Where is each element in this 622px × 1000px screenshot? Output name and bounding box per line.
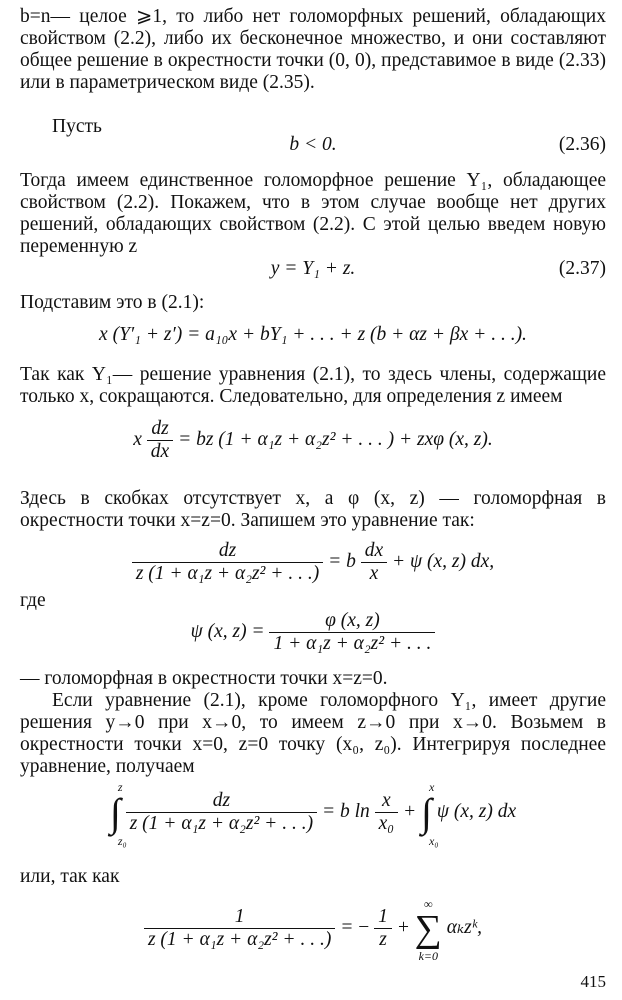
equation-separated — [20, 540, 606, 585]
series-eq: = — [340, 916, 354, 938]
paragraph-brackets: Здесь в скобках отсутствует x, а φ (x, z) — голоморфная в окрестности точки x=z=0. Запишем это уравнение так: — [20, 488, 606, 531]
equation-integral — [20, 779, 606, 848]
ln-denominator: x₀ — [375, 812, 398, 835]
dz-lhs-x: x — [133, 428, 142, 450]
sum-lower: k=0 — [418, 948, 439, 963]
ln-fraction — [375, 790, 398, 835]
equation-2-36-math: b < 0. — [289, 134, 337, 155]
paragraph-intro: b=n— целое ⩾1, то либо нет голоморфных решений, обладающих свойством (2.2), либо их бесконечное множество, и они составляют общее решение в окрестности точки (0, 0), представимое в виде (2.33) или в параметрическом виде (2.35). — [20, 6, 606, 93]
integral-upper: z — [117, 779, 123, 794]
paragraph-or-since: или, так как — [20, 866, 120, 887]
paragraph-if-equation: Если уравнение (2.1), кроме голоморфного Y₁, имеет другие решения y→0 при x→0, то имеем z→0 при x→0. Возьмем в окрестности точки x=0, z=0 точку (x₀, z₀). Интегрируя последнее уравнение, получаем — [20, 690, 606, 777]
series-denominator: z (1 + α₁z + α₂z² + . . .) — [144, 928, 335, 951]
integral-denominator: z (1 + α₁z + α₂z² + . . .) — [126, 812, 317, 835]
separated-dx-fraction — [361, 540, 387, 585]
paragraph-where: где — [20, 590, 46, 611]
separated-tail: + ψ (x, z) dx, — [392, 550, 495, 572]
page-number: 415 — [580, 972, 606, 991]
dz-dx-denominator: dx — [147, 440, 173, 463]
separated-numerator: dz — [218, 540, 237, 561]
separated-fraction — [132, 540, 323, 585]
separated-denominator: z (1 + α₁z + α₂z² + . . .) — [132, 562, 323, 585]
integral-fraction — [126, 790, 317, 835]
equation-2-37-math: y = Y₁ + z. — [270, 258, 356, 279]
integral2-upper: x — [429, 779, 435, 794]
series-plus: + — [396, 916, 410, 938]
dz-dx-fraction — [147, 418, 173, 463]
sum-upper: ∞ — [424, 896, 433, 911]
paragraph-cancel: Так как Y₁— решение уравнения (2.1), то здесь члены, содержащие только x, сокращаются. Следовательно, для определения z имеем — [20, 364, 606, 407]
equation-dz-dx — [20, 418, 606, 463]
equation-substituted: x (Y′₁ + z′) = a₁₀x + bY₁ + . . . + z (b + αz + βx + . . .). — [99, 324, 527, 345]
equation-2-36-number: (2.36) — [558, 134, 606, 155]
series-fraction — [144, 906, 335, 951]
integral-eq: = b ln — [321, 800, 370, 822]
separated-dx-denominator: x — [361, 562, 387, 585]
equation-2-36 — [20, 134, 606, 160]
psi-numerator: φ (x, z) — [325, 610, 380, 631]
separated-dx-numerator: dx — [364, 540, 384, 561]
equation-series: $\frac{1}{\text{z (1 + α₁z + α₂z² + . . .)}}$ = − $\frac{1}{z}$ + ∑ ∞ k=0 αₖzᵏ, — [20, 906, 606, 951]
separated-mid: = b — [328, 550, 356, 572]
series-one: 1 — [378, 906, 388, 927]
dz-dx-rhs: = bz (1 + α₁z + α₂z² + . . . ) + zxφ (x, z). — [178, 428, 493, 450]
equation-2-37-number: (2.37) — [558, 258, 606, 279]
paragraph-holomorphic: — голоморфная в окрестности точки x=z=0. — [20, 668, 388, 689]
integral-plus: + — [402, 800, 417, 822]
integral-numerator: dz — [212, 790, 231, 811]
integral2-lower: x₀ — [429, 833, 439, 848]
sum-sign: ∑ ∞ k=0 — [414, 896, 442, 963]
dz-dx-numerator: dz — [151, 418, 169, 439]
sum-term: αₖzᵏ, — [446, 916, 483, 938]
integral2-body: ψ (x, z) dx — [436, 800, 517, 822]
psi-lhs: ψ (x, z) = — [190, 620, 265, 642]
equation-2-37 — [20, 258, 606, 284]
psi-denominator: 1 + α₁z + α₂z² + . . . — [269, 632, 435, 655]
ln-numerator: x — [382, 790, 391, 811]
series-z: z — [374, 928, 392, 951]
paragraph-unique-solution: Тогда имеем единственное голоморфное решение Y₁, обладающее свойством (2.2). Покажем, что в этом случае вообще нет других решений, обладающих свойством (2.2). С этой целью введем новую переменную z — [20, 170, 606, 257]
psi-fraction — [269, 610, 435, 655]
paragraph-substitute: Подставим это в (2.1): — [20, 292, 205, 313]
paragraph-let: Пусть — [52, 116, 102, 137]
integral-sign-2: ∫ x x₀ — [421, 779, 439, 848]
series-one-over-z — [374, 906, 392, 951]
integral-sign: ∫ z z₀ — [109, 779, 127, 848]
series-numerator: 1 — [234, 906, 245, 927]
integral-lower: z₀ — [117, 833, 127, 848]
equation-psi — [20, 610, 606, 655]
